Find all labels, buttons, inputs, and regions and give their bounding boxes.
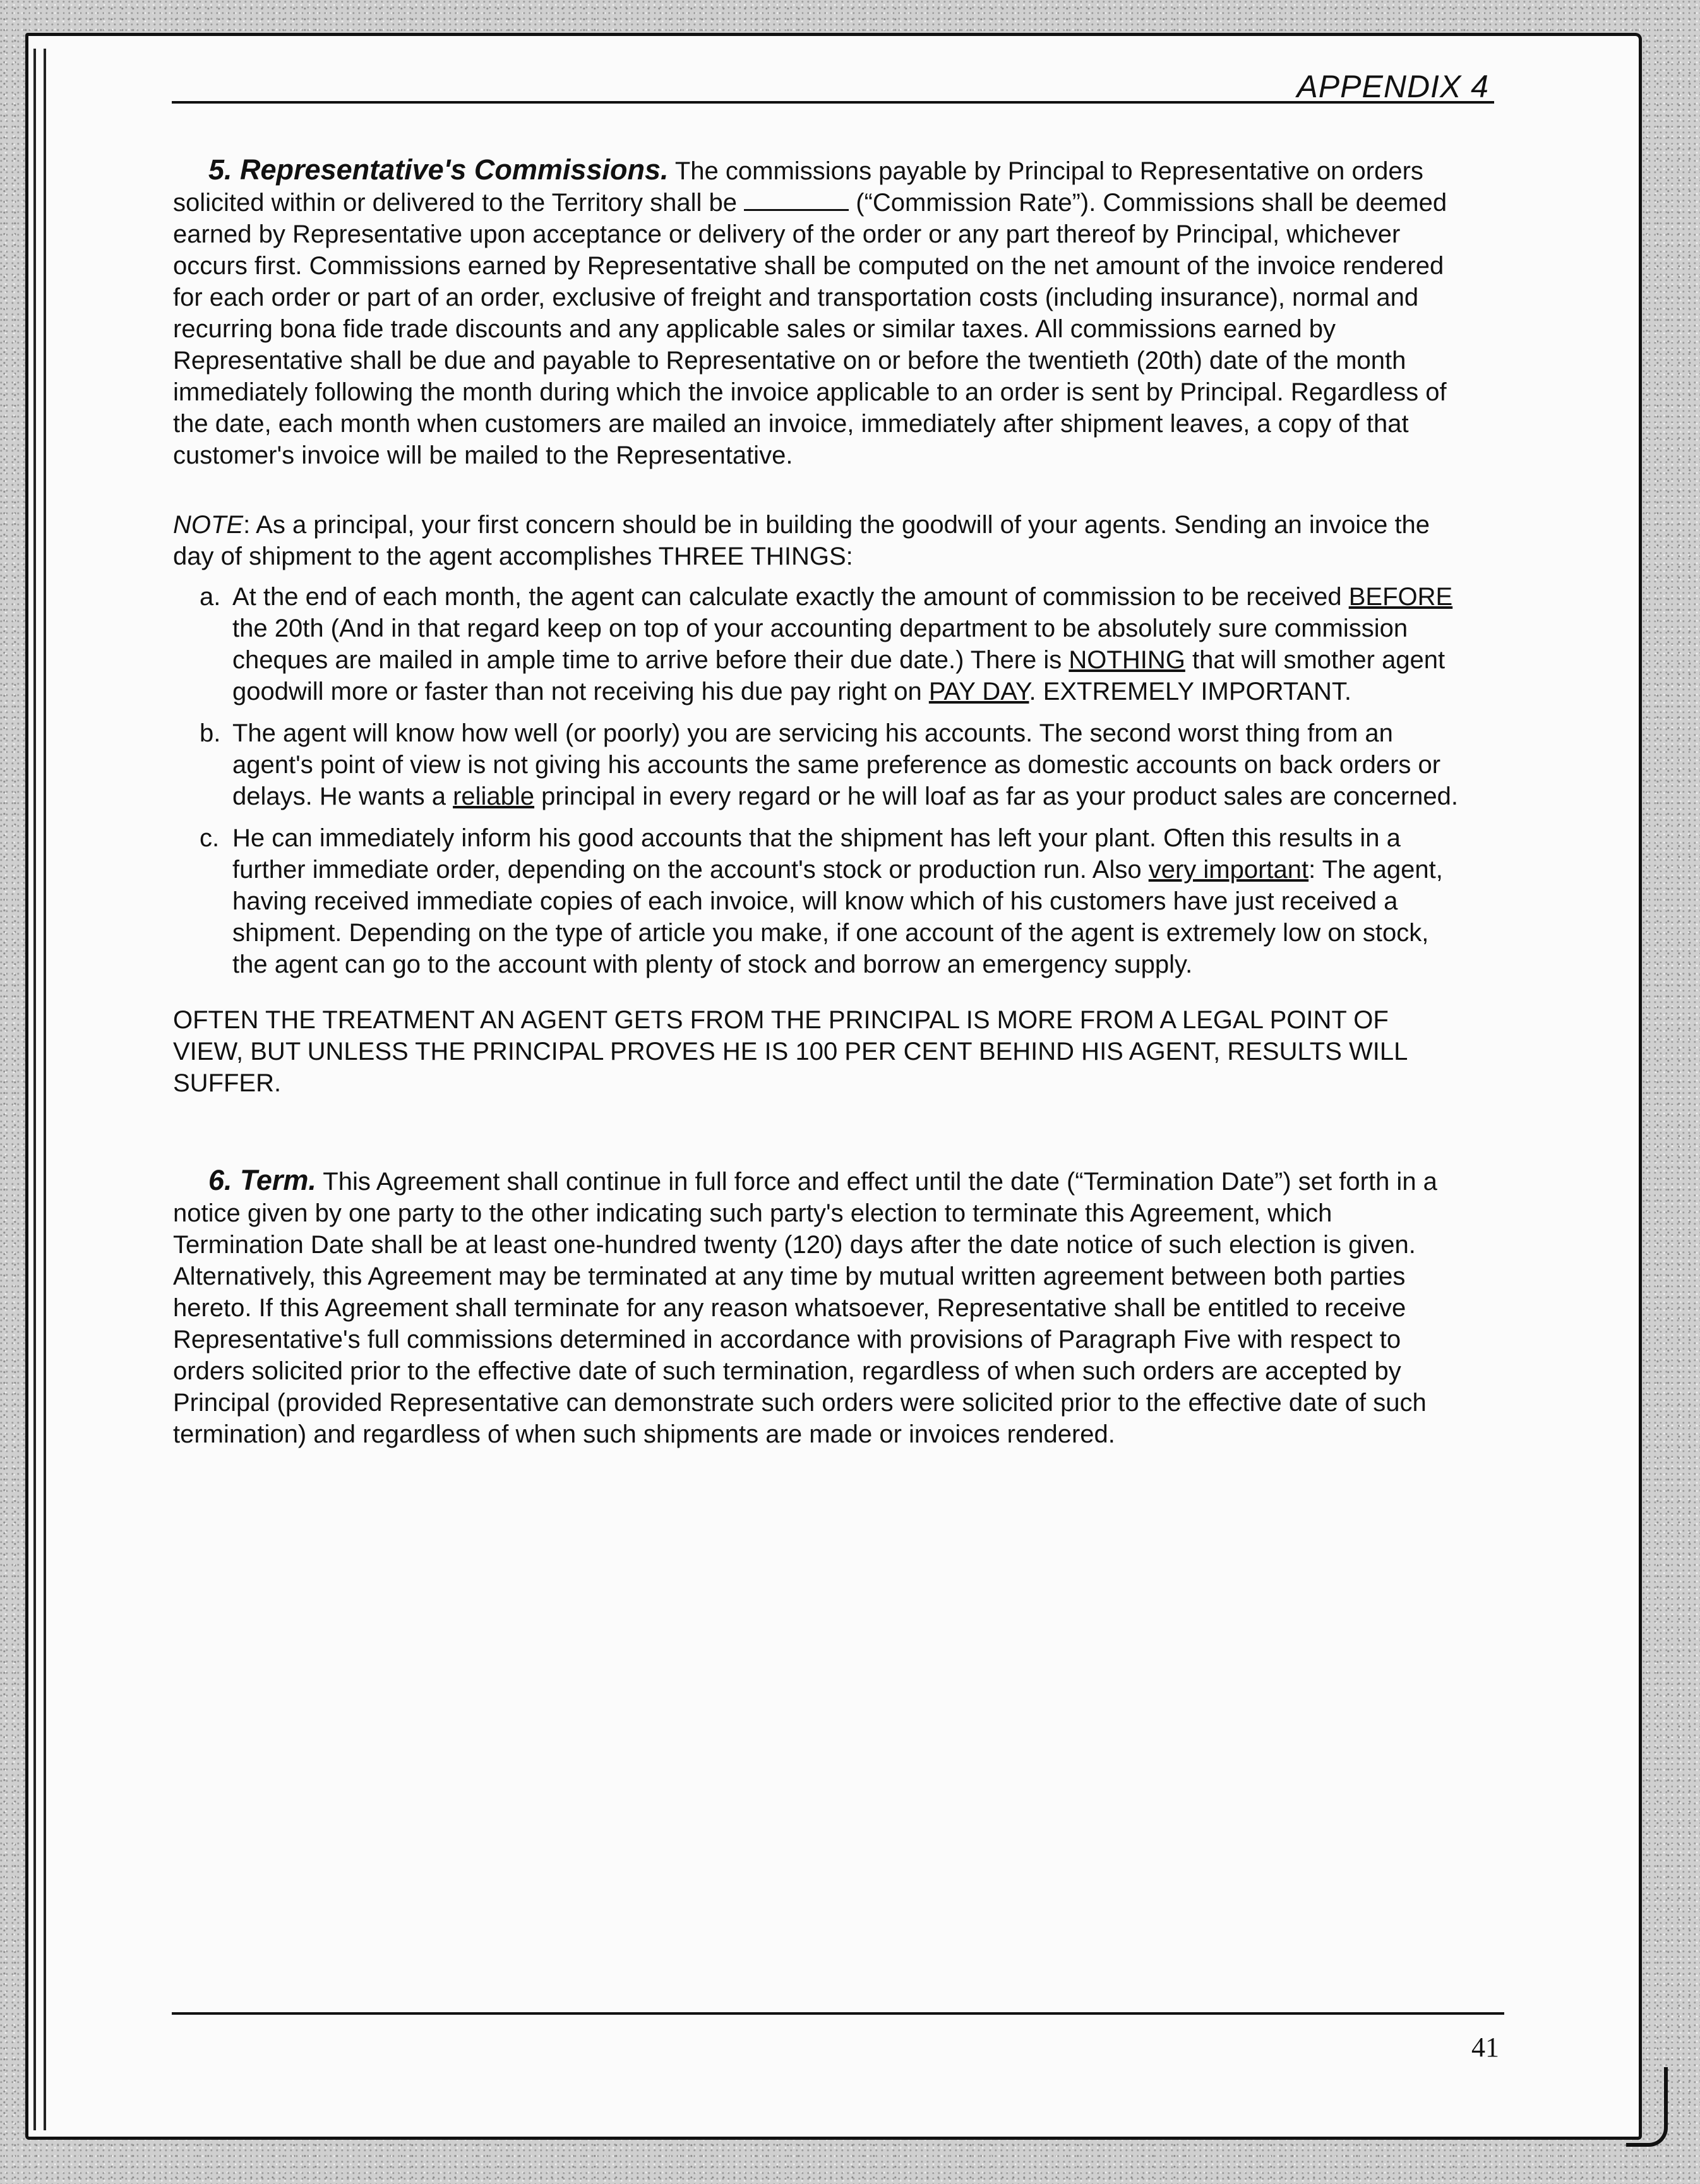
section-6-heading: 6. Term.: [208, 1164, 316, 1196]
section-5-text-end: (“Commission Rate”). Commissions shall be deemed earned by Representative upon acceptance or delivery of the order or any part thereof by Principal, whichever occurs first. Commissions earned by Representative shall be computed on the net amount of the invoice rendered for each order or part of an order, exclusive of freight and transportation costs (including insurance), normal and recurring bona fide trade discounts and any applicable sales or similar taxes. All commissions earned by Representative shall be due and payable to Representative on or before the twentieth (20th) date of the month immediately following the month during which the invoice applicable to an order is sent by Principal. Regardless of the date, each month when customers are mailed an invoice, immediately after shipment leaves, a copy of that customer's invoice will be mailed to the Representative.: [173, 189, 1447, 469]
list-item-a: [173, 581, 1459, 707]
section-5-text-start: The commissions payable by Principal to Representative on orders solicited within or delivered to the Territory shall be: [173, 157, 1423, 217]
list-item-letter: a.: [200, 583, 221, 611]
binding-line: [44, 49, 46, 2130]
item-a-underline-pay-day: PAY DAY: [928, 678, 1029, 705]
appendix-title: APPENDIX 4: [1296, 69, 1489, 104]
three-things-list: [173, 581, 1459, 980]
page-curl: [1626, 2067, 1668, 2147]
item-b-underline-reliable: reliable: [453, 783, 535, 810]
item-b-text-1: The agent will know how well (or poorly) you are servicing his accounts. The second worst thing from an agent's point of view is not giving his accounts the same preference as domestic accounts on back orders or delays. He wants a: [232, 719, 1441, 810]
list-item-letter: c.: [200, 824, 220, 852]
caps-statement: OFTEN THE TREATMENT AN AGENT GETS FROM THE PRINCIPAL IS MORE FROM A LEGAL POINT OF VIEW, BUT UNLESS THE PRINCIPAL PROVES HE IS 100 PER CENT BEHIND HIS AGENT, RESULTS WILL SUFFER.: [173, 1006, 1407, 1097]
page-number: 41: [1471, 2032, 1499, 2063]
footer-rule: [172, 2012, 1504, 2015]
note-text: : As a principal, your first concern should be in building the goodwill of your agents. Sending an invoice the day of shipment to the agent accomplishes THREE THINGS:: [173, 511, 1430, 570]
item-a-text-2: the 20th (And in that regard keep on top of your accounting department to be absolutely sure commission cheques are mailed in ample time to arrive before their due date.) There is: [232, 615, 1408, 674]
item-c-underline-very-important: very important: [1148, 856, 1309, 884]
item-b-text-2: principal in every regard or he will loaf as far as your product sales are concerned.: [541, 783, 1459, 810]
item-a-text-4: . EXTREMELY IMPORTANT.: [1029, 678, 1351, 705]
commission-rate-blank: [744, 188, 849, 211]
list-item-letter: b.: [200, 719, 221, 747]
section-6-paragraph: [173, 1165, 1459, 1450]
list-item-c: [173, 822, 1459, 980]
binding-line: [33, 49, 36, 2130]
item-a-underline-before: BEFORE: [1348, 583, 1453, 611]
item-a-text-1: At the end of each month, the agent can calculate exactly the amount of commission to be received: [232, 583, 1342, 611]
item-c-text-2: : The agent, having received immediate copies of each invoice, will know which of his customers have just received a shipment. Depending on the type of article you make, if one account of the agent is extremely low on stock, the agent can go to the account with plenty of stock and borrow an emergency supply.: [232, 856, 1443, 978]
document-body: [173, 154, 1459, 1450]
note-paragraph: [173, 509, 1459, 572]
item-c-text-1: He can immediately inform his good accounts that the shipment has left your plant. Often this results in a further immediate order, depending on the account's stock or production run. Also: [232, 824, 1401, 884]
item-a-underline-nothing: NOTHING: [1068, 646, 1185, 674]
section-6-text: This Agreement shall continue in full force and effect until the date (“Termination Date”) set forth in a notice given by one party to the other indicating such party's election to terminate this Agreement, which Termination Date shall be at least one-hundred twenty (120) days after the date notice of such election is given. Alternatively, this Agreement may be terminated at any time by mutual written agreement between both parties hereto. If this Agreement shall terminate for any reason whatsoever, Representative shall be entitled to receive Representative's full commissions determined in accordance with provisions of Paragraph Five with respect to orders solicited prior to the effective date of such termination, regardless of when such orders are accepted by Principal (provided Representative can demonstrate such orders were solicited prior to the effective date of such termination) and regardless of when such shipments are made or invoices rendered.: [173, 1168, 1437, 1448]
list-item-b: [173, 717, 1459, 812]
section-5-paragraph: [173, 154, 1459, 471]
section-5-heading: 5. Representative's Commissions.: [208, 153, 669, 186]
note-label: NOTE: [173, 511, 244, 539]
item-a-text-3: that will smother agent goodwill more or faster than not receiving his due pay right on: [232, 646, 1446, 705]
header-rule: [172, 101, 1494, 104]
